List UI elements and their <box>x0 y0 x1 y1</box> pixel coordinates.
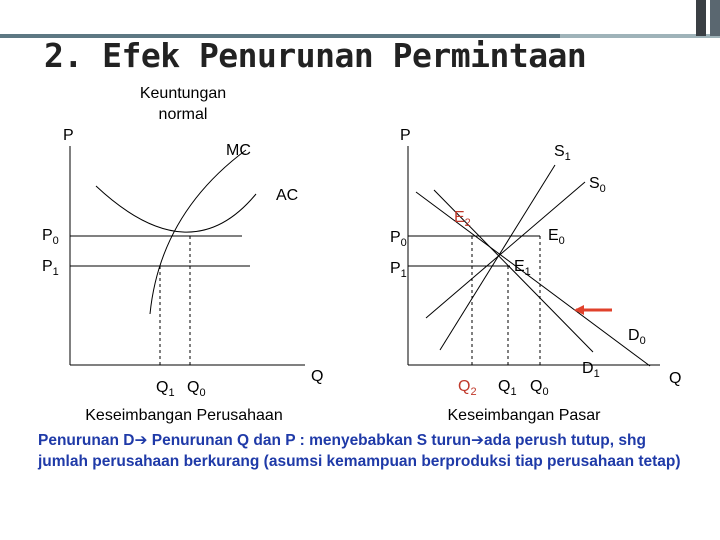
firm-equilibrium-caption: Keseimbangan Perusahaan <box>85 407 283 424</box>
left-panel <box>42 85 323 424</box>
right-p-axis-label: P <box>400 127 411 144</box>
s0-label: $S_0$ <box>589 175 606 195</box>
d0-label: $D_0$ <box>628 327 646 347</box>
arrow-right-icon: ➔ <box>134 431 148 449</box>
left-p-axis-label: P <box>63 127 74 144</box>
explanation-text <box>38 430 698 472</box>
right-p1-label: $P_1$ <box>390 260 407 280</box>
left-p0-label: $P_0$ <box>42 227 59 247</box>
mc-label: MC <box>226 142 251 159</box>
mc-curve <box>150 150 246 314</box>
explanation-part-3: ada perush tutup, shg jumlah perusahaan berkurang (asumsi kemampuan berproduksi tiap perusahaan tetap) <box>38 432 681 470</box>
ac-label: AC <box>276 187 299 204</box>
q2-label: $Q_2$ <box>458 378 477 398</box>
right-q0-label: $Q_0$ <box>530 378 549 398</box>
d1-label: $D_1$ <box>582 360 600 380</box>
right-q-axis-label: Q <box>669 370 682 387</box>
right-panel <box>390 127 681 424</box>
slide-title: 2. Efek Penurunan Permintaan <box>44 36 587 75</box>
d0-curve <box>416 192 650 366</box>
e0-label: $E_0$ <box>548 227 565 247</box>
normal-profit-label-1: Keuntungan <box>139 85 227 102</box>
market-equilibrium-caption: Keseimbangan Pasar <box>447 407 601 424</box>
ac-curve <box>96 186 256 232</box>
s1-label: $S_1$ <box>554 143 571 163</box>
left-p1-label: $P_1$ <box>42 258 59 278</box>
arrow-right-icon-2: ➔ <box>471 431 485 449</box>
left-q1-label: $Q_1$ <box>156 379 175 399</box>
s0-curve <box>426 182 585 318</box>
left-q-axis-label: Q <box>311 368 324 385</box>
normal-profit-label-2: normal <box>158 106 208 123</box>
s1-curve <box>440 165 555 350</box>
e2-label: $E_2$ <box>454 209 471 229</box>
explanation-part-2: Penurunan Q dan P : menyebabkan S turun <box>147 432 472 449</box>
right-q1-label: $Q_1$ <box>498 378 517 398</box>
left-q0-label: $Q_0$ <box>187 379 206 399</box>
explanation-part-1: Penurunan D <box>38 432 135 449</box>
e1-label: $E_1$ <box>514 258 531 278</box>
right-p0-label: $P_0$ <box>390 229 407 249</box>
